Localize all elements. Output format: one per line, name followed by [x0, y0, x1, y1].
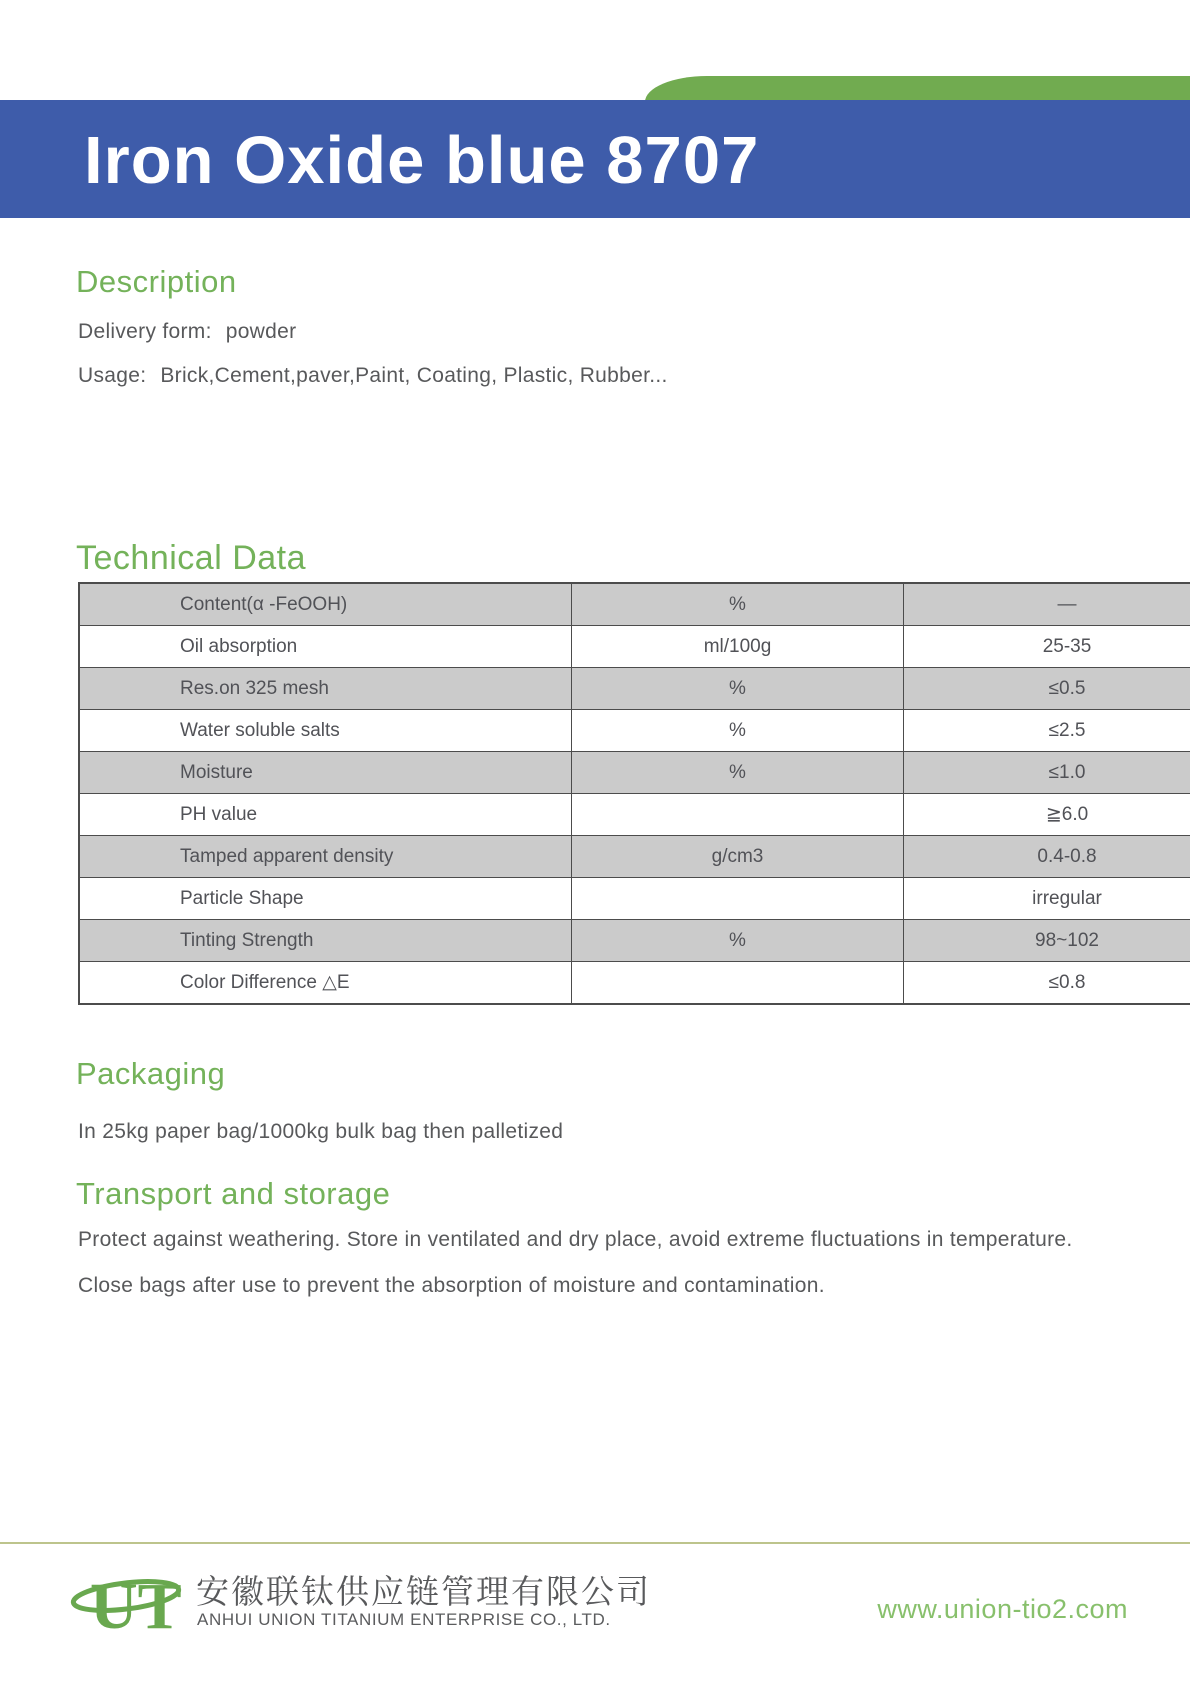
delivery-form-label: Delivery form:: [78, 320, 212, 343]
table-row: [79, 878, 1190, 920]
footer-divider: [0, 1542, 1190, 1544]
transport-line-1: Protect against weathering. Store in ventilated and dry place, avoid extreme fluctuations in temperature.: [78, 1228, 1073, 1251]
row-unit: g/cm3: [572, 836, 904, 878]
row-unit: %: [572, 668, 904, 710]
transport-heading: Transport and storage: [76, 1176, 391, 1211]
row-value: irregular: [904, 878, 1190, 920]
ut-logo-icon: [70, 1566, 182, 1642]
row-item: Oil absorption: [79, 626, 572, 668]
row-item: Content(α -FeOOH): [79, 583, 572, 626]
delivery-form-value: powder: [225, 320, 297, 343]
table-row: [79, 583, 1190, 626]
header-green-tab: [645, 76, 1190, 102]
website-link[interactable]: www.union-tio2.com: [877, 1594, 1128, 1624]
row-unit: ml/100g: [572, 626, 904, 668]
row-value: —: [904, 583, 1190, 626]
row-item: Color Difference △E: [79, 962, 572, 1005]
row-value: ≤0.8: [904, 962, 1190, 1005]
table-row: [79, 710, 1190, 752]
row-value: ≤2.5: [904, 710, 1190, 752]
usage-value: Brick,Cement,paver,Paint, Coating, Plastic, Rubber...: [160, 364, 668, 387]
header-banner: [0, 100, 1190, 218]
row-unit: %: [572, 710, 904, 752]
row-item: PH value: [79, 794, 572, 836]
transport-line-2: Close bags after use to prevent the absorption of moisture and contamination.: [78, 1274, 825, 1297]
row-value: 98~102: [904, 920, 1190, 962]
row-unit: [572, 794, 904, 836]
row-item: Water soluble salts: [79, 710, 572, 752]
table-row: [79, 836, 1190, 878]
company-name-chinese: 安徽联钛供应链管理有限公司: [196, 1573, 651, 1610]
table-row: [79, 668, 1190, 710]
packaging-heading: Packaging: [76, 1056, 226, 1091]
usage-label: Usage:: [78, 364, 147, 387]
description-heading: Description: [76, 264, 237, 299]
row-value: ≤1.0: [904, 752, 1190, 794]
page-title: Iron Oxide blue 8707: [84, 123, 760, 198]
packaging-text: In 25kg paper bag/1000kg bulk bag then palletized: [78, 1120, 564, 1143]
table-row: [79, 626, 1190, 668]
delivery-form-line: [78, 320, 1150, 344]
row-unit: %: [572, 752, 904, 794]
row-unit: [572, 962, 904, 1005]
row-unit: %: [572, 583, 904, 626]
usage-line: [78, 364, 1150, 388]
row-item: Tamped apparent density: [79, 836, 572, 878]
table-row: [79, 962, 1190, 1005]
company-name-english: ANHUI UNION TITANIUM ENTERPRISE CO., LTD.: [197, 1610, 611, 1629]
table-row: [79, 752, 1190, 794]
svg-text:UT: UT: [90, 1570, 182, 1642]
row-item: Res.on 325 mesh: [79, 668, 572, 710]
table-row: [79, 794, 1190, 836]
row-value: 25-35: [904, 626, 1190, 668]
table-row: [79, 920, 1190, 962]
company-logo: [70, 1566, 182, 1642]
row-unit: [572, 878, 904, 920]
technical-data-table: [78, 582, 1190, 1005]
technical-data-heading: Technical Data: [76, 539, 307, 577]
row-unit: %: [572, 920, 904, 962]
row-value: 0.4-0.8: [904, 836, 1190, 878]
row-item: Particle Shape: [79, 878, 572, 920]
row-value: ≧6.0: [904, 794, 1190, 836]
row-value: ≤0.5: [904, 668, 1190, 710]
row-item: Tinting Strength: [79, 920, 572, 962]
row-item: Moisture: [79, 752, 572, 794]
